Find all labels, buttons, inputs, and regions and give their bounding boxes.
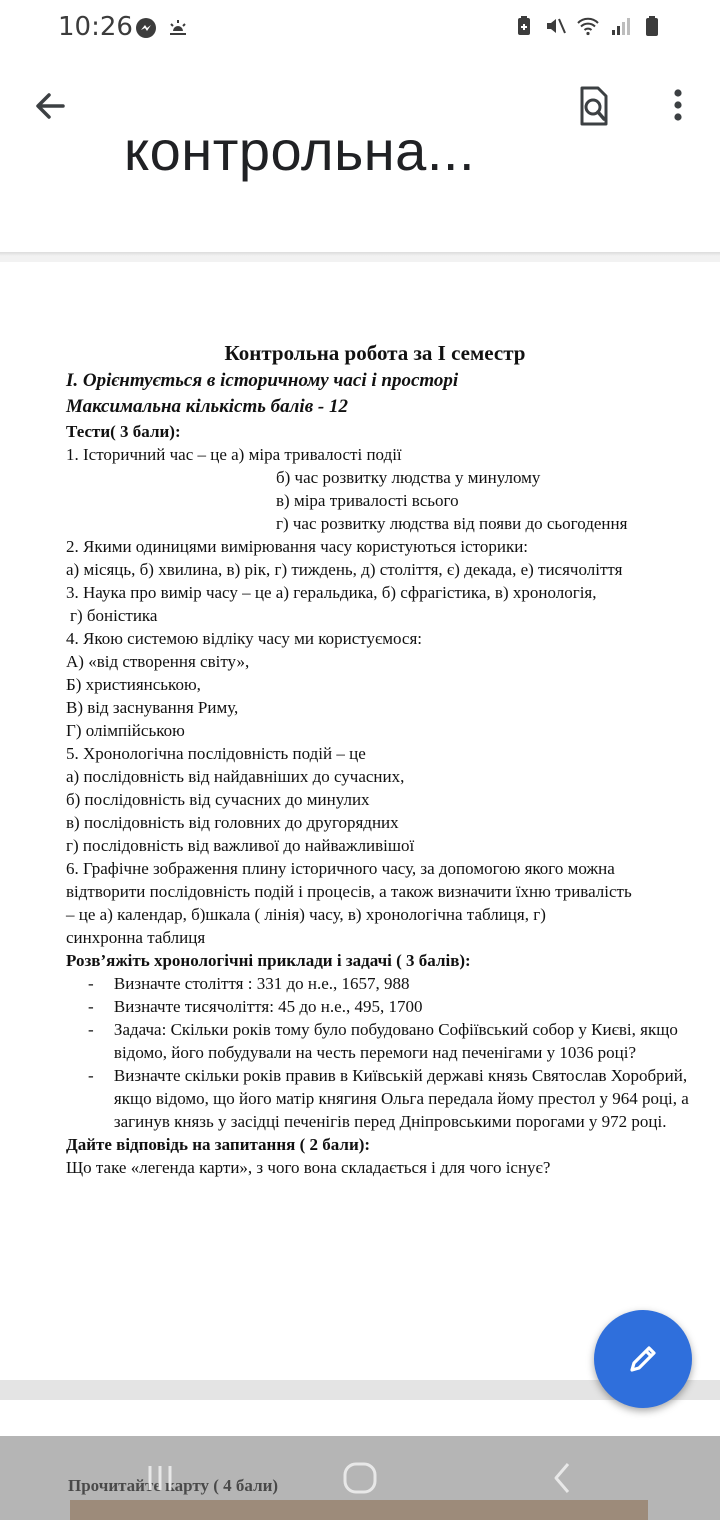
edit-button[interactable] xyxy=(594,1310,692,1408)
edit-pencil-icon xyxy=(623,1339,663,1379)
question-2-options: а) місяць, б) хвилина, в) рік, г) тиждень, д) століття, є) декада, е) тисячоліття xyxy=(66,560,623,579)
task-text: Задача: Скільки років тому було побудовано Софіївський собор у Києві, якщо відомо, його побудували на честь перемоги над печенігами у 1036 році? xyxy=(113,1020,678,1062)
doc-heading: Контрольна робота за І семестр xyxy=(224,341,526,365)
recent-apps-icon[interactable] xyxy=(140,1458,180,1498)
answer-header: Дайте відповідь на запитання ( 2 бали): xyxy=(66,1135,371,1154)
doc-subheading: І. Орієнтується в історичному часі і просторі xyxy=(66,370,459,391)
bullet-dash: - xyxy=(88,997,94,1016)
task-item xyxy=(66,1064,696,1133)
doc-max-points: Максимальна кількість балів - 12 xyxy=(66,396,349,417)
signal-icon xyxy=(608,14,632,38)
tests-header: Тести( 3 бали): xyxy=(66,422,181,441)
question-4-option-b: Б) християнською, xyxy=(66,675,201,694)
bullet-dash: - xyxy=(88,974,94,993)
task-text: Визначте скільки років правив в Київській державі князь Святослав Хоробрий, якщо відомо, що його матір княгиня Ольга передала йому престол у 964 році, а загинув князь у засідці печенігів перед Дніпровськими порогами у 972 році. xyxy=(113,1066,689,1131)
search-document-icon[interactable] xyxy=(574,84,614,128)
mute-icon xyxy=(544,14,568,38)
more-vert-icon[interactable] xyxy=(662,84,694,128)
home-icon[interactable] xyxy=(340,1458,380,1498)
answer-question: Що таке «легенда карти», з чого вона складається і для чого існує? xyxy=(66,1158,551,1177)
question-6: 6. Графічне зображення плину історичного часу, за допомогою якого можна xyxy=(66,859,615,878)
task-text: Визначте тисячоліття: 45 до н.е., 495, 1700 xyxy=(113,997,423,1016)
tasks-header: Розв’яжіть хронологічні приклади і задачі ( 3 балів): xyxy=(66,951,471,970)
battery-icon xyxy=(640,14,664,38)
question-6-cont-2: – це а) календар, б)шкала ( лінія) часу, в) хронологічна таблиця, г) xyxy=(66,905,546,924)
question-4-option-a: А) «від створення світу», xyxy=(66,652,250,671)
battery-saver-icon xyxy=(512,14,536,38)
question-5-option-b: б) послідовність від сучасних до минулих xyxy=(66,790,370,809)
navigation-bar xyxy=(0,1436,720,1520)
question-5: 5. Хронологічна послідовність подій – це xyxy=(66,744,366,763)
question-4-option-c: В) від заснування Риму, xyxy=(66,698,239,717)
question-1-option-c: в) міра тривалості всього xyxy=(276,491,459,510)
question-5-option-c: в) послідовність від головних до другорядних xyxy=(66,813,399,832)
question-1-option-d: г) час розвитку людства від появи до сьогодення xyxy=(276,514,628,533)
task-item xyxy=(66,995,696,1018)
question-1-option-b: б) час розвитку людства у минулому xyxy=(276,468,541,487)
question-1: 1. Історичний час – це а) міра тривалості події xyxy=(66,445,402,464)
back-icon[interactable] xyxy=(544,1458,584,1498)
back-arrow-icon[interactable] xyxy=(30,86,70,126)
question-6-cont-3: синхронна таблиця xyxy=(66,928,206,947)
question-4: 4. Якою системою відліку часу ми користуємося: xyxy=(66,629,423,648)
question-5-option-d: г) послідовність від важливої до найважливішої xyxy=(66,836,415,855)
status-bar xyxy=(0,0,720,56)
document-content xyxy=(66,338,696,1179)
wifi-icon xyxy=(576,14,600,38)
bullet-dash: - xyxy=(88,1020,94,1039)
document-title: контрольна... xyxy=(124,119,476,182)
question-4-option-d: Г) олімпійською xyxy=(66,721,185,740)
question-3: 3. Наука про вимір часу – це а) геральдика, б) сфрагістика, в) хронологія, xyxy=(66,583,597,602)
status-time: 10:26 xyxy=(58,12,133,42)
task-item xyxy=(66,1018,696,1064)
question-6-cont-1: відтворити послідовність подій і процесів, а також визначити їхню тривалість xyxy=(66,882,632,901)
weather-icon xyxy=(166,16,190,40)
task-text: Визначте століття : 331 до н.е., 1657, 988 xyxy=(113,974,410,993)
question-2: 2. Якими одиницями вимірювання часу користуються історики: xyxy=(66,537,529,556)
question-5-option-a: а) послідовність від найдавніших до сучасних, xyxy=(66,767,405,786)
question-3-cont: г) боністика xyxy=(70,606,158,625)
messenger-icon xyxy=(134,16,158,40)
task-item xyxy=(66,972,696,995)
bullet-dash: - xyxy=(88,1066,94,1085)
